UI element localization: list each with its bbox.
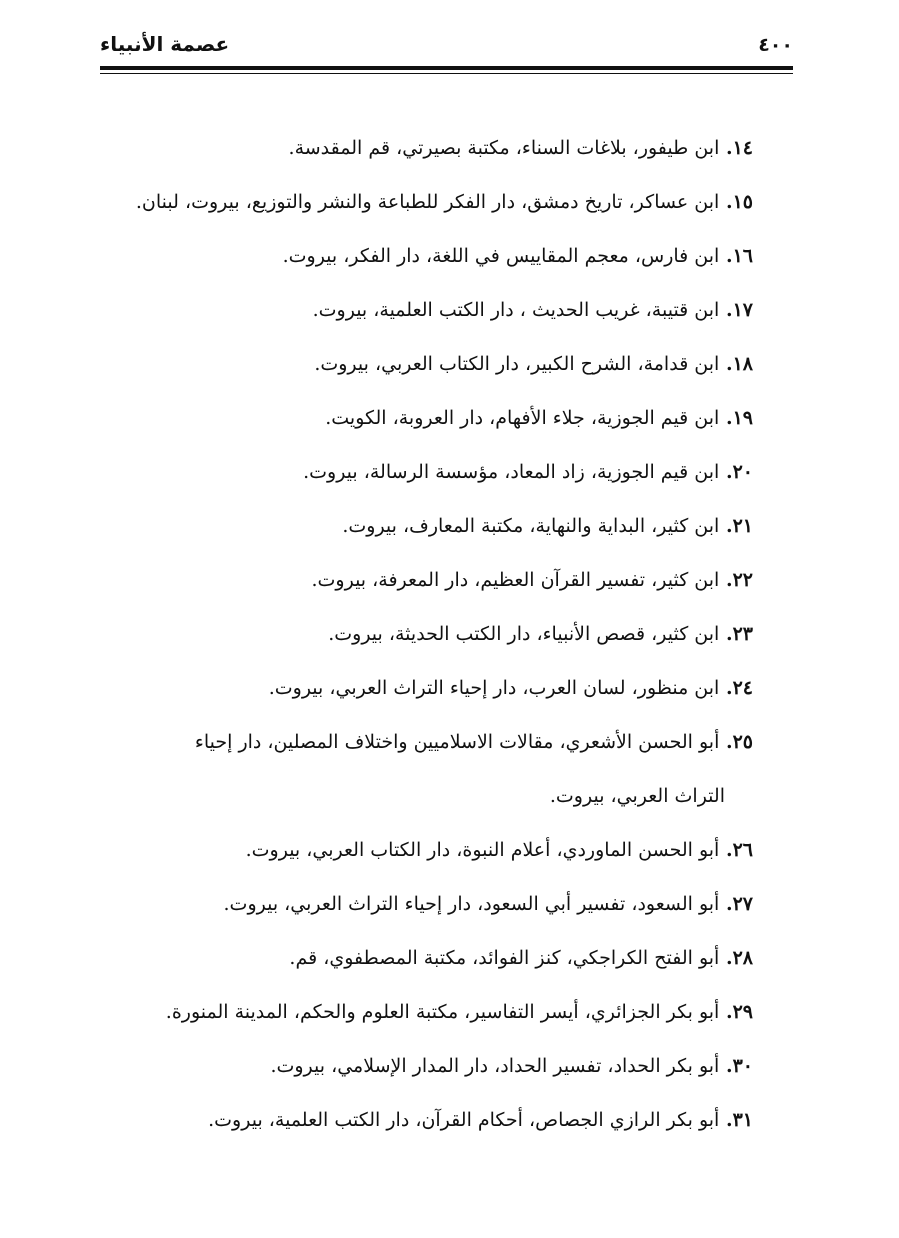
reference-item: ٢١. ابن كثير، البداية والنهاية، مكتبة المعارف، بيروت. xyxy=(342,515,753,537)
reference-text: أبو بكر الحداد، تفسير الحداد، دار المدار الإسلامي، بيروت. xyxy=(270,1055,720,1077)
reference-text: ابن قيم الجوزية، زاد المعاد، مؤسسة الرسالة، بيروت. xyxy=(303,461,720,483)
reference-number: ٢٣ xyxy=(732,623,753,645)
reference-number: ١٨ xyxy=(732,353,753,375)
reference-item: ١٨. ابن قدامة، الشرح الكبير، دار الكتاب العربي، بيروت. xyxy=(314,353,753,375)
page-header xyxy=(100,30,793,64)
reference-number: ١٩ xyxy=(732,407,753,429)
reference-text: ابن قيم الجوزية، جلاء الأفهام، دار العروبة، الكويت. xyxy=(325,407,720,429)
header-rule-thick xyxy=(100,66,793,70)
reference-number: ٣١ xyxy=(732,1109,753,1131)
reference-number: ٢٨ xyxy=(732,947,753,969)
reference-item: ٣٠. أبو بكر الحداد، تفسير الحداد، دار المدار الإسلامي، بيروت. xyxy=(270,1055,753,1077)
reference-item: ٢٩. أبو بكر الجزائري، أيسر التفاسير، مكتبة العلوم والحكم، المدينة المنورة. xyxy=(165,1001,753,1023)
reference-number: ١٤ xyxy=(732,137,753,159)
reference-text: أبو الحسن الأشعري، مقالات الاسلاميين واختلاف المصلين، دار إحياء xyxy=(194,731,720,753)
reference-number: ٢٠ xyxy=(732,461,753,483)
reference-item: ١٦. ابن فارس، معجم المقاييس في اللغة، دار الفكر، بيروت. xyxy=(282,245,753,267)
reference-item: ٢٤. ابن منظور، لسان العرب، دار إحياء التراث العربي، بيروت. xyxy=(268,677,753,699)
reference-text: ابن منظور، لسان العرب، دار إحياء التراث العربي، بيروت. xyxy=(268,677,720,699)
reference-number: ٢٧ xyxy=(732,893,753,915)
reference-number: ٢٩ xyxy=(732,1001,753,1023)
page-number: ٤٠٠ xyxy=(758,34,793,56)
reference-number: ٣٠ xyxy=(732,1055,753,1077)
reference-text: ابن كثير، تفسير القرآن العظيم، دار المعرفة، بيروت. xyxy=(311,569,720,591)
reference-text: أبو الفتح الكراجكي، كنز الفوائد، مكتبة المصطفوي، قم. xyxy=(289,947,720,969)
reference-item: ٢٥. أبو الحسن الأشعري، مقالات الاسلاميين واختلاف المصلين، دار إحياء التراث العربي، بيروت. xyxy=(93,729,753,810)
reference-item: ١٤. ابن طيفور، بلاغات السناء، مكتبة بصيرتي، قم المقدسة. xyxy=(288,137,753,159)
reference-item: ٢٣. ابن كثير، قصص الأنبياء، دار الكتب الحديثة، بيروت. xyxy=(328,623,753,645)
reference-text-continuation: التراث العربي، بيروت. xyxy=(549,785,725,807)
reference-item: ٢٠. ابن قيم الجوزية، زاد المعاد، مؤسسة الرسالة، بيروت. xyxy=(303,461,753,483)
reference-text: ابن قدامة، الشرح الكبير، دار الكتاب العربي، بيروت. xyxy=(314,353,720,375)
reference-text: ابن عساكر، تاريخ دمشق، دار الفكر للطباعة والنشر والتوزيع، بيروت، لبنان. xyxy=(135,191,720,213)
reference-number: ١٧ xyxy=(732,299,753,321)
reference-item: ١٥. ابن عساكر، تاريخ دمشق، دار الفكر للطباعة والنشر والتوزيع، بيروت، لبنان. xyxy=(135,191,753,213)
reference-item: ٢٦. أبو الحسن الماوردي، أعلام النبوة، دار الكتاب العربي، بيروت. xyxy=(245,839,753,861)
reference-text: ابن فارس، معجم المقاييس في اللغة، دار الفكر، بيروت. xyxy=(282,245,720,267)
reference-number: ٢٦ xyxy=(732,839,753,861)
reference-item: ٢٨. أبو الفتح الكراجكي، كنز الفوائد، مكتبة المصطفوي، قم. xyxy=(289,947,753,969)
reference-number: ٢٥ xyxy=(732,731,753,753)
reference-number: ١٥ xyxy=(732,191,753,213)
reference-item: ٣١. أبو بكر الرازي الجصاص، أحكام القرآن، دار الكتب العلمية، بيروت. xyxy=(208,1109,753,1131)
reference-number: ١٦ xyxy=(732,245,753,267)
reference-text: ابن طيفور، بلاغات السناء، مكتبة بصيرتي، قم المقدسة. xyxy=(288,137,720,159)
header-rule-thin xyxy=(100,73,793,74)
reference-number: ٢١ xyxy=(732,515,753,537)
reference-list xyxy=(93,135,753,1161)
reference-number: ٢٤ xyxy=(732,677,753,699)
reference-text: ابن كثير، البداية والنهاية، مكتبة المعارف، بيروت. xyxy=(342,515,720,537)
running-title: عصمة الأنبياء xyxy=(100,32,230,56)
reference-item: ١٧. ابن قتيبة، غريب الحديث ، دار الكتب العلمية، بيروت. xyxy=(312,299,753,321)
reference-text: ابن قتيبة، غريب الحديث ، دار الكتب العلمية، بيروت. xyxy=(312,299,720,321)
reference-text: أبو بكر الرازي الجصاص، أحكام القرآن، دار الكتب العلمية، بيروت. xyxy=(208,1109,720,1131)
reference-item: ٢٧. أبو السعود، تفسير أبي السعود، دار إحياء التراث العربي، بيروت. xyxy=(223,893,753,915)
reference-item: ١٩. ابن قيم الجوزية، جلاء الأفهام، دار العروبة، الكويت. xyxy=(325,407,753,429)
reference-text: ابن كثير، قصص الأنبياء، دار الكتب الحديثة، بيروت. xyxy=(328,623,720,645)
reference-text: أبو السعود، تفسير أبي السعود، دار إحياء التراث العربي، بيروت. xyxy=(223,893,720,915)
reference-item: ٢٢. ابن كثير، تفسير القرآن العظيم، دار المعرفة، بيروت. xyxy=(311,569,753,591)
reference-text: أبو الحسن الماوردي، أعلام النبوة، دار الكتاب العربي، بيروت. xyxy=(245,839,720,861)
reference-number: ٢٢ xyxy=(732,569,753,591)
reference-text: أبو بكر الجزائري، أيسر التفاسير، مكتبة العلوم والحكم، المدينة المنورة. xyxy=(165,1001,720,1023)
